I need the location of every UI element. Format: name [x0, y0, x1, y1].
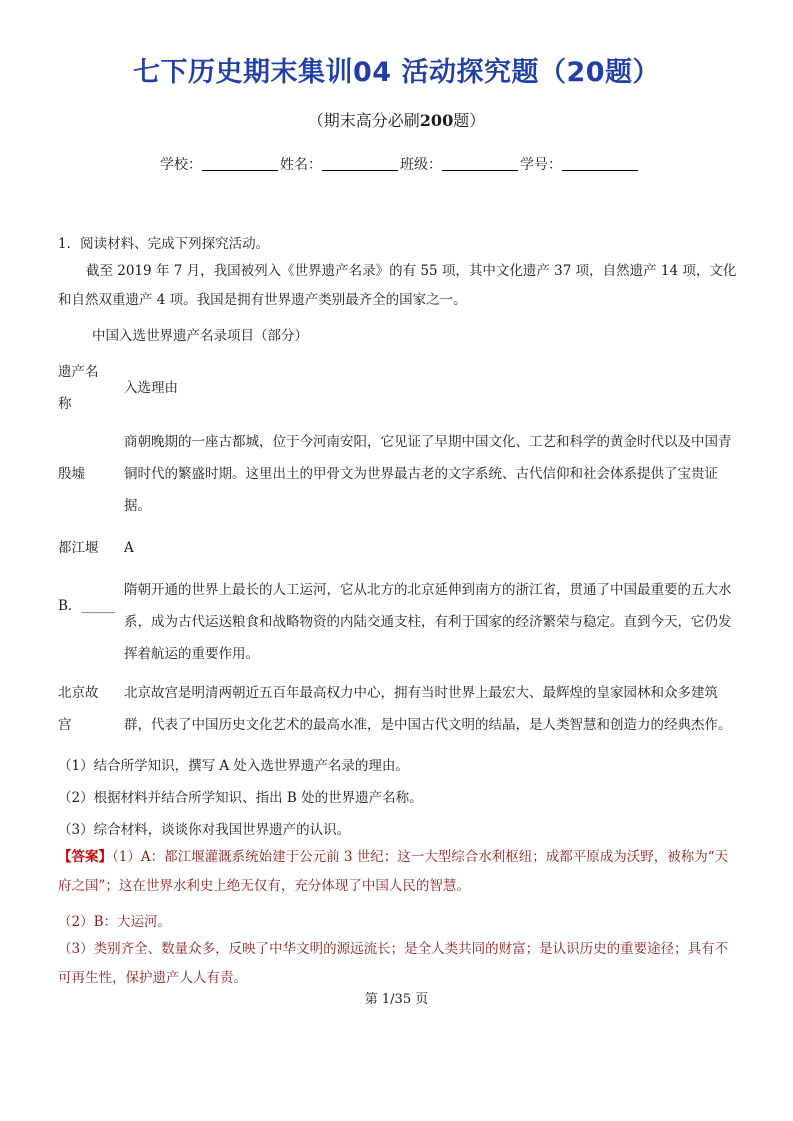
question-number-line: 1．阅读材料、完成下列探究活动。 — [58, 236, 270, 252]
sub-question-3: （3）综合材料，谈谈你对我国世界遗产的认识。 — [58, 822, 351, 838]
id-blank — [562, 156, 638, 171]
answer-2: （2）B：大运河。 — [58, 914, 172, 930]
table-row-reason: 隋朝开通的世界上最长的人工运河，它从北方的北京延伸到南方的浙江省，贯通了中国最重要的五大水系，成为古代运送粮食和战略物资的内陆交通支柱，有利于国家的经济繁荣与稳定。直到今天，它仍发挥着航运的重要作用。 — [124, 582, 732, 662]
answer-3: （3）类别齐全、数量众多，反映了中华文明的源远流长；是全人类共同的财富；是认识历史的重要途径；具有不可再生性，保护遗产人人有责。 — [58, 941, 729, 986]
name-blank — [322, 156, 398, 171]
table-row-name: 北京故宫 — [58, 685, 99, 733]
table-header-reason: 入选理由 — [124, 380, 178, 396]
subtitle-open: （期末高分必刷 — [307, 111, 420, 130]
page-number: 第 1/35 页 — [364, 992, 429, 1007]
table-caption: 中国入选世界遗产名录项目（部分） — [92, 328, 308, 344]
name-label: 姓名： — [280, 157, 322, 173]
class-label: 班级： — [400, 157, 442, 173]
material-paragraph: 截至 2019 年 7 月，我国被列入《世界遗产名录》的有 55 项，其中文化遗产 37 项，自然遗产 14 项，文化和自然双重遗产 4 项。我国是拥有世界遗产类别最齐全的国家之一。 — [58, 263, 737, 308]
table-row-reason: A — [124, 540, 134, 556]
document-subtitle — [0, 108, 793, 131]
id-label: 学号： — [520, 157, 562, 173]
class-blank — [442, 156, 518, 171]
sub-question-1: （1）结合所学知识，撰写 A 处入选世界遗产名录的理由。 — [58, 758, 409, 774]
answer-1 — [58, 843, 740, 901]
student-info-line — [160, 154, 640, 174]
school-label: 学校： — [160, 157, 202, 173]
sub-question-2: （2）根据材料并结合所学知识、指出 B 处的世界遗产名称。 — [58, 790, 423, 806]
document-title: 七下历史期末集训04 活动探究题（20题） — [132, 57, 661, 88]
answer-tag: 【答案】 — [58, 849, 112, 865]
table-row-reason: 北京故宫是明清两朝近五百年最高权力中心，拥有当时世界上最宏大、最辉煌的皇家园林和众多建筑群，代表了中国历史文化艺术的最高水准，是中国古代文明的结晶，是人类智慧和创造力的经典杰作。 — [124, 685, 732, 733]
table-row-reason: 商朝晚期的一座古都城，位于今河南安阳，它见证了早期中国文化、工艺和科学的黄金时代以及中国青铜时代的繁盛时期。这里出土的甲骨文为世界最古老的文字系统、古代信仰和社会体系提供了宝贵证据。 — [124, 434, 732, 514]
subtitle-close: 题） — [453, 111, 486, 130]
table-row-name: 都江堰 — [58, 540, 99, 556]
table-row-name: 殷墟 — [58, 466, 85, 482]
table-header-name: 遗产名称 — [58, 364, 99, 412]
answer-1-text: （1）A：都江堰灌溉系统始建于公元前 3 世纪；这一大型综合水利枢纽；成都平原成为沃野，被称为“天府之国”；这在世界水利史上绝无仅有，充分体现了中国人民的智慧。 — [58, 849, 729, 894]
table-row-name: B．_____ — [58, 598, 116, 614]
subtitle-number: 200 — [419, 111, 454, 130]
school-blank — [202, 156, 278, 171]
